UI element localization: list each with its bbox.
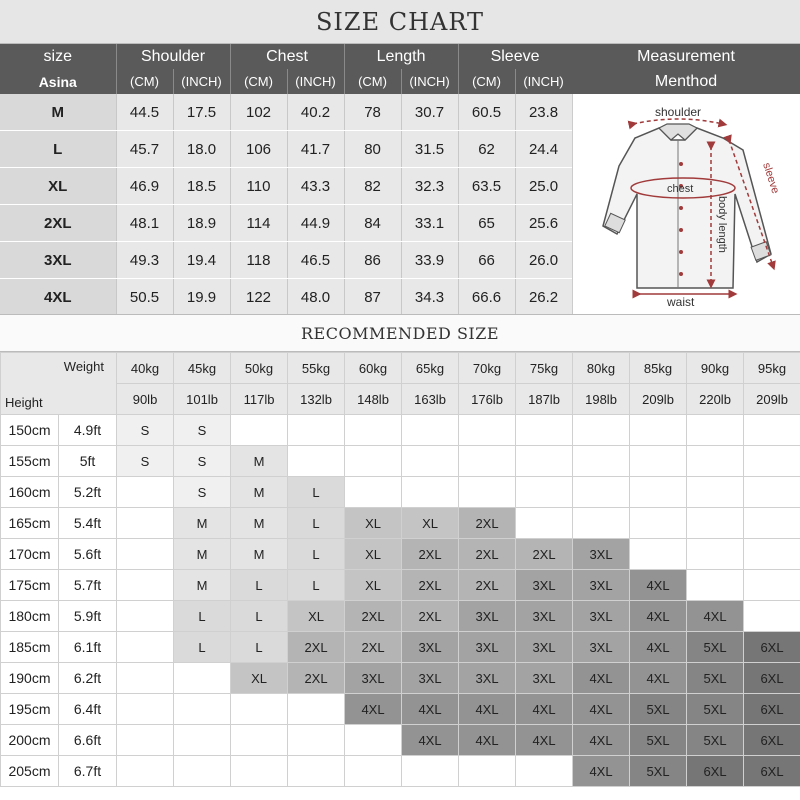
recommended-size-cell [516, 446, 573, 477]
height-cm: 170cm [1, 539, 59, 570]
size-chart-header-row [0, 44, 572, 69]
weight-lb-header: 101lb [174, 384, 231, 415]
recommended-size-cell [630, 415, 687, 446]
recommended-size-cell: 4XL [516, 725, 573, 756]
recommended-size-cell: L [231, 570, 288, 601]
recommended-size-cell [687, 415, 744, 446]
size-label: 4XL [0, 279, 116, 316]
size-row [0, 94, 572, 131]
recommended-size-cell [231, 725, 288, 756]
recommended-size-cell: L [231, 632, 288, 663]
recommended-size-title: RECOMMENDED SIZE [0, 314, 800, 352]
recommended-size-cell: 6XL [744, 663, 800, 694]
recommended-size-cell: 4XL [630, 632, 687, 663]
measurement-value: 78 [344, 94, 401, 131]
recommended-size-cell: 3XL [459, 663, 516, 694]
recommended-size-cell: 2XL [402, 539, 459, 570]
weight-lb-row [1, 384, 800, 415]
recommended-size-cell: S [174, 415, 231, 446]
measurement-value: 26.0 [515, 242, 572, 279]
weight-kg-header: 65kg [402, 353, 459, 384]
recommended-size-cell: 4XL [459, 694, 516, 725]
recommended-size-cell: XL [345, 508, 402, 539]
recommended-size-cell: 3XL [516, 601, 573, 632]
recommended-size-table [0, 352, 800, 787]
recommended-size-cell [117, 508, 174, 539]
recommended-size-cell: 3XL [573, 570, 630, 601]
recommended-size-cell [345, 446, 402, 477]
height-cm: 165cm [1, 508, 59, 539]
measurement-value: 25.0 [515, 168, 572, 205]
recommended-size-cell: 4XL [630, 601, 687, 632]
recommended-size-cell: 2XL [459, 570, 516, 601]
unit-header: (INCH) [173, 69, 230, 94]
recommended-size-cell [687, 570, 744, 601]
height-row [1, 508, 800, 539]
size-label: 3XL [0, 242, 116, 279]
measurement-value: 84 [344, 205, 401, 242]
recommended-size-cell: M [231, 446, 288, 477]
height-ft: 4.9ft [59, 415, 117, 446]
unit-header: (CM) [458, 69, 515, 94]
recommended-size-cell [174, 694, 231, 725]
height-cm: 175cm [1, 570, 59, 601]
height-cm: 190cm [1, 663, 59, 694]
recommended-size-cell [630, 446, 687, 477]
recommended-size-cell: S [174, 477, 231, 508]
height-row [1, 756, 800, 787]
recommended-size-cell: L [288, 570, 345, 601]
recommended-size-cell [117, 570, 174, 601]
weight-lb-header: 117lb [231, 384, 288, 415]
measurement-value: 82 [344, 168, 401, 205]
size-chart-unit-row [0, 69, 572, 94]
measurement-value: 18.5 [173, 168, 230, 205]
recommended-size-cell [174, 756, 231, 787]
height-row [1, 446, 800, 477]
recommended-size-cell [231, 694, 288, 725]
size-label: L [0, 131, 116, 168]
recommended-size-cell: L [174, 601, 231, 632]
recommended-size-cell [687, 477, 744, 508]
recommended-size-cell [117, 477, 174, 508]
shirt-measurement-diagram [572, 94, 800, 310]
height-ft: 6.4ft [59, 694, 117, 725]
recommended-size-cell: 6XL [744, 756, 800, 787]
weight-kg-header: 55kg [288, 353, 345, 384]
weight-kg-header: 75kg [516, 353, 573, 384]
recommended-size-cell [630, 539, 687, 570]
recommended-size-cell: 4XL [516, 694, 573, 725]
measurement-value: 41.7 [287, 131, 344, 168]
weight-kg-header: 40kg [117, 353, 174, 384]
recommended-size-cell: M [231, 508, 288, 539]
recommended-size-cell [402, 415, 459, 446]
shirt-outline [603, 128, 771, 288]
recommended-size-cell: 2XL [459, 508, 516, 539]
measurement-value: 49.3 [116, 242, 173, 279]
measurement-value: 48.0 [287, 279, 344, 316]
recommended-size-cell: 2XL [459, 539, 516, 570]
measurement-value: 18.9 [173, 205, 230, 242]
recommended-size-cell: 6XL [744, 694, 800, 725]
measurement-value: 44.5 [116, 94, 173, 131]
recommended-size-cell [117, 632, 174, 663]
measurement-value: 17.5 [173, 94, 230, 131]
measurement-method-header [572, 44, 800, 94]
recommended-size-cell [744, 570, 800, 601]
measurement-value: 63.5 [458, 168, 515, 205]
recommended-size-cell: L [231, 601, 288, 632]
recommended-size-cell [402, 756, 459, 787]
recommended-size-cell [573, 415, 630, 446]
measurement-value: 87 [344, 279, 401, 316]
sleeve-label: sleeve [760, 161, 782, 196]
recommended-size-cell [459, 477, 516, 508]
recommended-size-cell [117, 663, 174, 694]
height-cm: 195cm [1, 694, 59, 725]
recommended-size-cell: 2XL [516, 539, 573, 570]
chest-label: chest [667, 183, 694, 195]
recommended-size-cell: 5XL [630, 725, 687, 756]
measurement-value: 118 [230, 242, 287, 279]
recommended-size-cell [744, 508, 800, 539]
recommended-size-cell: 6XL [687, 756, 744, 787]
recommended-size-cell: 3XL [573, 632, 630, 663]
weight-axis-label: Weight [1, 353, 117, 384]
recommended-size-cell [288, 756, 345, 787]
recommended-size-cell [288, 694, 345, 725]
measurement-value: 45.7 [116, 131, 173, 168]
recommended-size-cell: XL [231, 663, 288, 694]
size-row [0, 131, 572, 168]
recommended-size-cell: 4XL [573, 694, 630, 725]
recommended-size-cell: 6XL [744, 632, 800, 663]
recommended-size-cell: 3XL [516, 570, 573, 601]
height-row [1, 539, 800, 570]
recommended-size-cell: L [288, 477, 345, 508]
measurement-value: 50.5 [116, 279, 173, 316]
height-ft: 5.6ft [59, 539, 117, 570]
recommended-size-cell: L [174, 632, 231, 663]
height-ft: 5.9ft [59, 601, 117, 632]
recommended-size-cell: 4XL [459, 725, 516, 756]
shoulder-label: shoulder [655, 105, 702, 119]
recommended-size-cell: 4XL [345, 694, 402, 725]
measurement-title-line2: Menthod [654, 73, 718, 90]
height-row [1, 725, 800, 756]
measurement-value: 44.9 [287, 205, 344, 242]
measurement-value: 26.2 [515, 279, 572, 316]
recommended-size-cell [630, 477, 687, 508]
recommended-size-cell: 5XL [687, 725, 744, 756]
measurement-value: 60.5 [458, 94, 515, 131]
recommended-size-cell [231, 415, 288, 446]
height-row [1, 477, 800, 508]
recommended-size-cell: 3XL [402, 663, 459, 694]
recommended-size-cell: M [231, 539, 288, 570]
length-column-header: Length [344, 44, 458, 69]
height-cm: 150cm [1, 415, 59, 446]
height-cm: 180cm [1, 601, 59, 632]
recommended-size-cell: 2XL [402, 601, 459, 632]
recommended-size-cell: 2XL [288, 663, 345, 694]
recommended-size-cell [744, 446, 800, 477]
recommended-size-cell [573, 446, 630, 477]
recommended-size-cell: 4XL [573, 725, 630, 756]
measurement-value: 46.5 [287, 242, 344, 279]
recommended-size-cell [345, 725, 402, 756]
weight-lb-header: 209lb [744, 384, 800, 415]
recommended-size-cell [288, 446, 345, 477]
recommended-size-cell: 5XL [687, 694, 744, 725]
recommended-size-cell [573, 508, 630, 539]
recommended-size-cell [516, 415, 573, 446]
recommended-size-cell [516, 756, 573, 787]
size-label: 2XL [0, 205, 116, 242]
waist-label: waist [667, 295, 695, 309]
unit-header: (CM) [230, 69, 287, 94]
recommended-size-cell: 3XL [345, 663, 402, 694]
recommended-size-cell: L [288, 508, 345, 539]
shirt-diagram-svg [573, 94, 800, 310]
weight-lb-header: 198lb [573, 384, 630, 415]
recommended-size-cell [516, 508, 573, 539]
weight-lb-header: 187lb [516, 384, 573, 415]
size-row [0, 168, 572, 205]
height-ft: 5.7ft [59, 570, 117, 601]
height-row [1, 570, 800, 601]
size-label: M [0, 94, 116, 131]
recommended-size-cell: M [231, 477, 288, 508]
measurement-value: 19.4 [173, 242, 230, 279]
height-axis-label: Height [1, 384, 117, 415]
recommended-size-cell [117, 756, 174, 787]
size-label: XL [0, 168, 116, 205]
recommended-size-cell: 3XL [459, 601, 516, 632]
height-ft: 6.1ft [59, 632, 117, 663]
measurement-value: 25.6 [515, 205, 572, 242]
measurement-value: 30.7 [401, 94, 458, 131]
body-length-label: body length [716, 196, 728, 253]
recommended-size-cell: 3XL [516, 632, 573, 663]
recommended-size-cell: 4XL [687, 601, 744, 632]
page-title: SIZE CHART [0, 0, 800, 44]
recommended-size-cell: 3XL [516, 663, 573, 694]
measurement-value: 40.2 [287, 94, 344, 131]
measurement-value: 43.3 [287, 168, 344, 205]
height-cm: 155cm [1, 446, 59, 477]
recommended-size-cell [744, 539, 800, 570]
recommended-size-cell: 5XL [630, 756, 687, 787]
weight-lb-header: 132lb [288, 384, 345, 415]
unit-header: (INCH) [515, 69, 572, 94]
brand-label: Asina [0, 69, 116, 94]
recommended-size-cell [402, 477, 459, 508]
recommended-size-cell: S [117, 415, 174, 446]
recommended-size-cell [687, 539, 744, 570]
weight-lb-header: 148lb [345, 384, 402, 415]
measurement-value: 114 [230, 205, 287, 242]
size-column-header: size [0, 44, 116, 69]
height-ft: 5ft [59, 446, 117, 477]
weight-lb-header: 209lb [630, 384, 687, 415]
measurement-value: 66.6 [458, 279, 515, 316]
height-ft: 5.4ft [59, 508, 117, 539]
weight-kg-header: 85kg [630, 353, 687, 384]
recommended-size-cell: M [174, 508, 231, 539]
recommended-size-cell [744, 601, 800, 632]
weight-kg-header: 60kg [345, 353, 402, 384]
recommended-size-cell: 2XL [288, 632, 345, 663]
height-cm: 160cm [1, 477, 59, 508]
recommended-size-cell: S [117, 446, 174, 477]
recommended-size-cell: 3XL [459, 632, 516, 663]
recommended-size-cell: 3XL [573, 601, 630, 632]
size-row [0, 279, 572, 316]
recommended-size-cell: XL [402, 508, 459, 539]
recommended-size-cell [744, 477, 800, 508]
recommended-size-cell: 2XL [345, 632, 402, 663]
recommended-size-cell: XL [345, 570, 402, 601]
recommended-size-cell [174, 725, 231, 756]
recommended-size-cell: 4XL [573, 663, 630, 694]
recommended-size-cell [459, 756, 516, 787]
recommended-size-cell: 6XL [744, 725, 800, 756]
measurement-value: 19.9 [173, 279, 230, 316]
recommended-size-cell: 4XL [402, 725, 459, 756]
weight-kg-header: 95kg [744, 353, 800, 384]
recommended-size-cell [345, 477, 402, 508]
measurement-value: 18.0 [173, 131, 230, 168]
weight-kg-header: 80kg [573, 353, 630, 384]
recommended-size-cell [459, 446, 516, 477]
recommended-size-cell: S [174, 446, 231, 477]
recommended-size-cell: 4XL [573, 756, 630, 787]
recommended-size-cell [459, 415, 516, 446]
height-ft: 6.6ft [59, 725, 117, 756]
recommended-size-cell [117, 725, 174, 756]
height-row [1, 694, 800, 725]
measurement-value: 33.9 [401, 242, 458, 279]
recommended-size-cell [687, 508, 744, 539]
weight-lb-header: 163lb [402, 384, 459, 415]
recommended-size-cell: XL [288, 601, 345, 632]
height-row [1, 632, 800, 663]
height-cm: 185cm [1, 632, 59, 663]
unit-header: (CM) [116, 69, 173, 94]
recommended-size-cell: 4XL [630, 570, 687, 601]
measurement-title-line1: Measurement [637, 48, 735, 65]
measurement-value: 62 [458, 131, 515, 168]
unit-header: (INCH) [401, 69, 458, 94]
recommended-size-cell [117, 601, 174, 632]
recommended-size-cell [288, 415, 345, 446]
height-ft: 5.2ft [59, 477, 117, 508]
recommended-size-cell: 4XL [402, 694, 459, 725]
size-row [0, 205, 572, 242]
recommended-size-cell [516, 477, 573, 508]
recommended-size-cell [630, 508, 687, 539]
measurement-value: 48.1 [116, 205, 173, 242]
measurement-value: 66 [458, 242, 515, 279]
sleeve-column-header: Sleeve [458, 44, 572, 69]
height-ft: 6.2ft [59, 663, 117, 694]
weight-kg-row [1, 353, 800, 384]
recommended-size-cell [345, 415, 402, 446]
weight-lb-header: 176lb [459, 384, 516, 415]
recommended-size-cell: 4XL [630, 663, 687, 694]
weight-kg-header: 90kg [687, 353, 744, 384]
height-ft: 6.7ft [59, 756, 117, 787]
measurement-value: 106 [230, 131, 287, 168]
height-row [1, 663, 800, 694]
unit-header: (CM) [344, 69, 401, 94]
recommended-size-cell: M [174, 539, 231, 570]
recommended-size-cell: M [174, 570, 231, 601]
weight-kg-header: 45kg [174, 353, 231, 384]
weight-lb-header: 220lb [687, 384, 744, 415]
recommended-size-cell [117, 694, 174, 725]
recommended-size-cell: 2XL [345, 601, 402, 632]
measurement-value: 31.5 [401, 131, 458, 168]
recommended-size-cell [288, 725, 345, 756]
recommended-size-cell: 5XL [687, 632, 744, 663]
recommended-size-cell [117, 539, 174, 570]
recommended-size-cell [174, 663, 231, 694]
measurement-value: 32.3 [401, 168, 458, 205]
shoulder-column-header: Shoulder [116, 44, 230, 69]
recommended-size-cell: 3XL [402, 632, 459, 663]
size-chart-table [0, 44, 573, 316]
weight-kg-header: 50kg [231, 353, 288, 384]
recommended-size-cell: 5XL [687, 663, 744, 694]
weight-kg-header: 70kg [459, 353, 516, 384]
recommended-size-cell: 3XL [573, 539, 630, 570]
size-row [0, 242, 572, 279]
chest-column-header: Chest [230, 44, 344, 69]
recommended-size-cell [231, 756, 288, 787]
measurement-value: 33.1 [401, 205, 458, 242]
recommended-size-cell [402, 446, 459, 477]
measurement-value: 110 [230, 168, 287, 205]
measurement-value: 34.3 [401, 279, 458, 316]
measurement-value: 122 [230, 279, 287, 316]
height-cm: 200cm [1, 725, 59, 756]
recommended-size-cell: L [288, 539, 345, 570]
height-cm: 205cm [1, 756, 59, 787]
recommended-size-cell [687, 446, 744, 477]
recommended-size-cell [744, 415, 800, 446]
weight-lb-header: 90lb [117, 384, 174, 415]
measurement-value: 65 [458, 205, 515, 242]
measurement-value: 24.4 [515, 131, 572, 168]
measurement-value: 102 [230, 94, 287, 131]
recommended-size-cell [345, 756, 402, 787]
measurement-value: 80 [344, 131, 401, 168]
height-row [1, 601, 800, 632]
measurement-value: 86 [344, 242, 401, 279]
recommended-size-cell: XL [345, 539, 402, 570]
measurement-value: 23.8 [515, 94, 572, 131]
recommended-size-cell: 5XL [630, 694, 687, 725]
unit-header: (INCH) [287, 69, 344, 94]
measurement-value: 46.9 [116, 168, 173, 205]
recommended-size-cell: 2XL [402, 570, 459, 601]
height-row [1, 415, 800, 446]
recommended-size-cell [573, 477, 630, 508]
